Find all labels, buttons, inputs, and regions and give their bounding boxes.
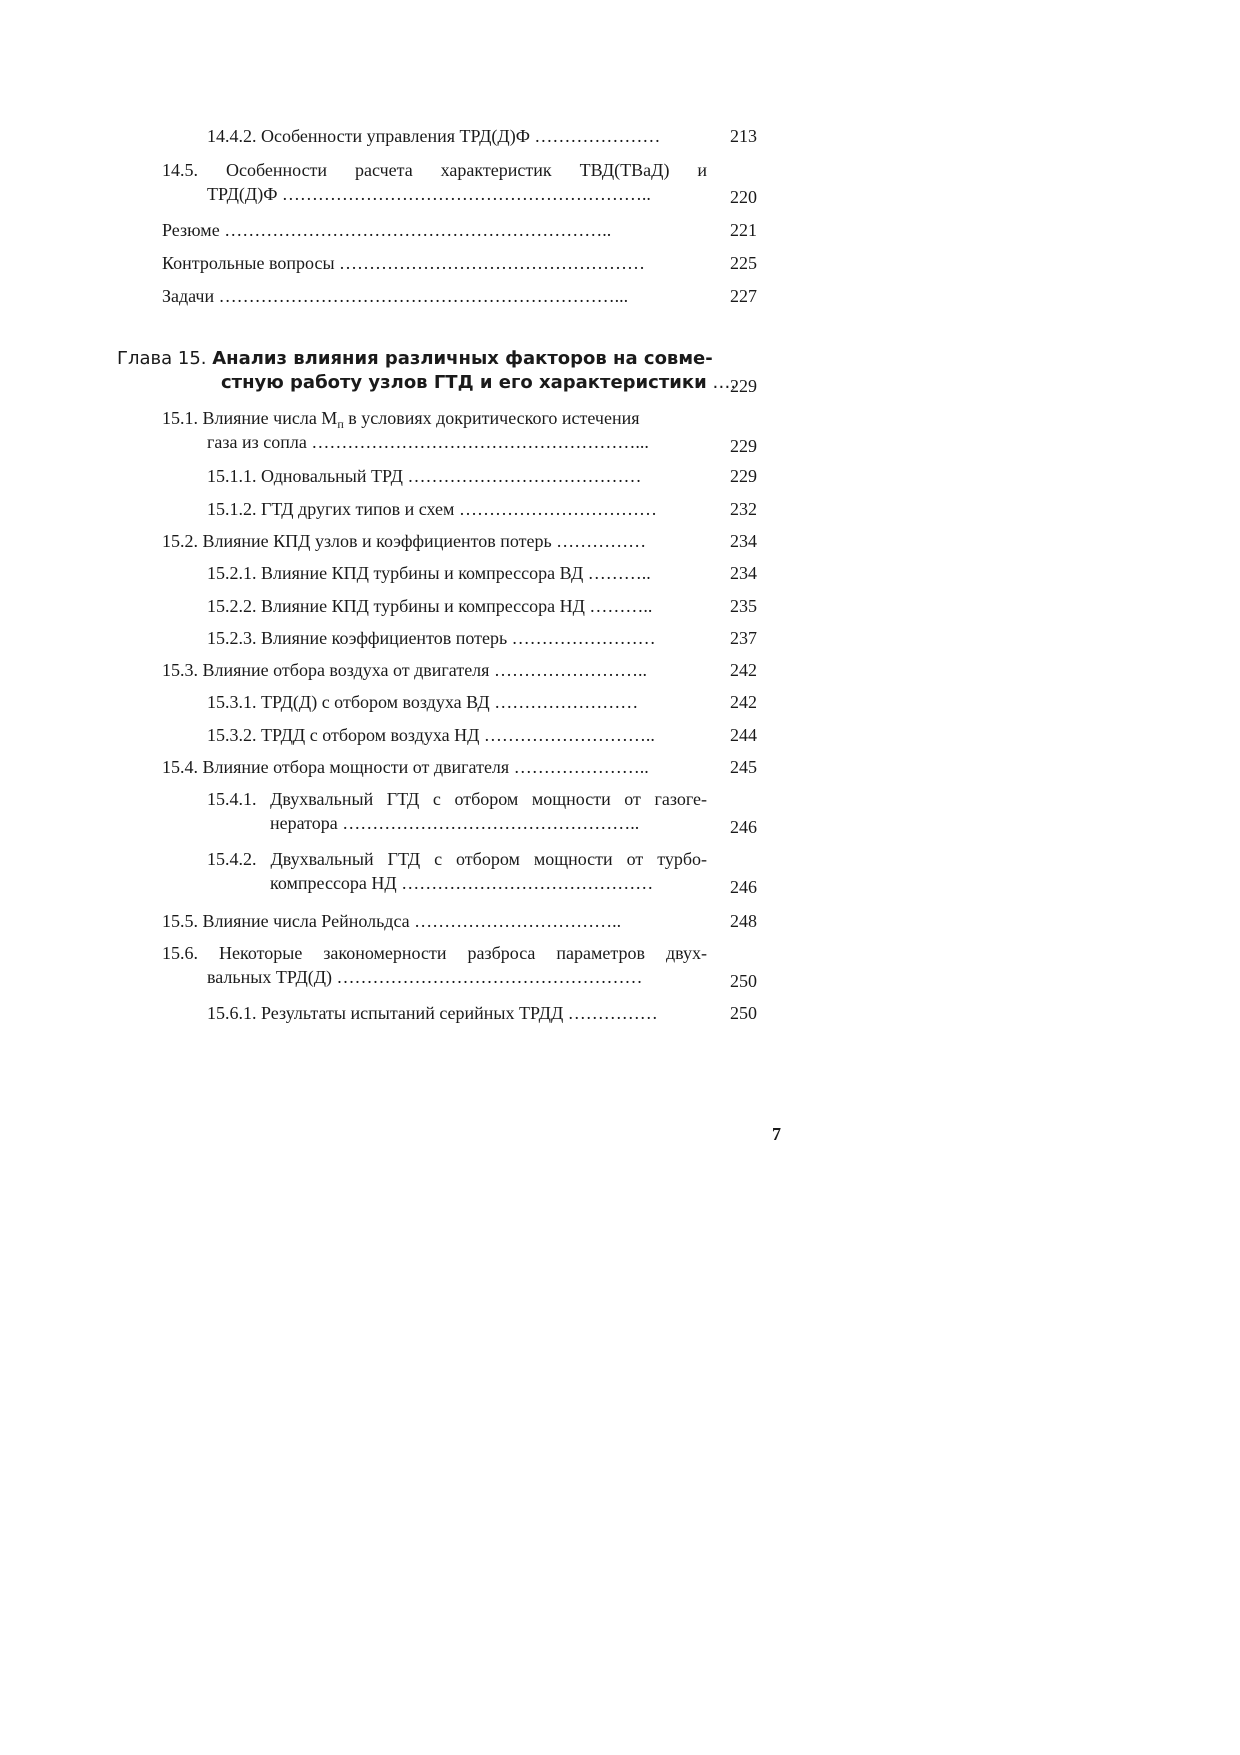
entry-number: 15.1.2.	[207, 499, 257, 519]
toc-entry[interactable]	[207, 464, 641, 488]
entry-number: 15.4.	[162, 757, 198, 777]
toc-entry[interactable]	[162, 909, 621, 933]
dot-leader: ………..	[584, 596, 653, 616]
toc-entry[interactable]	[207, 626, 656, 650]
entry-title: ТРД(Д) с отбором воздуха ВД	[261, 692, 490, 712]
entry-title: вальных ТРД(Д)	[207, 967, 333, 987]
entry-title: Влияние коэффициентов потерь	[261, 628, 508, 648]
toc-entry-continuation	[207, 965, 643, 989]
entry-title: Задачи	[162, 286, 215, 306]
entry-title: Некоторые закономерности разброса параметров двух-	[219, 943, 708, 963]
entry-title: Влияние отбора воздуха от двигателя	[202, 660, 490, 680]
page-number: 221	[730, 220, 757, 240]
entry-title: ТРДД с отбором воздуха НД	[261, 725, 480, 745]
toc-entry[interactable]	[207, 723, 655, 747]
entry-title: Особенности расчета характеристик ТВД(ТВаД) и	[225, 160, 708, 180]
page-number: 229	[730, 436, 757, 456]
page-number: 248	[730, 911, 757, 931]
subscript: п	[337, 417, 344, 431]
entry-number: 15.4.2.	[207, 849, 257, 869]
page-number: 213	[730, 126, 757, 146]
toc-entry[interactable]	[162, 941, 707, 965]
page-number: 235	[730, 596, 757, 616]
dot-leader: ……………………………………………	[334, 253, 646, 273]
toc-entry-continuation	[207, 430, 649, 454]
entry-title: Влияние КПД турбины и компрессора НД	[261, 596, 585, 616]
dot-leader: ……………………………………	[396, 873, 654, 893]
page-number: 242	[730, 660, 757, 680]
toc-entry[interactable]	[207, 847, 707, 871]
chapter-label: Глава 15.	[117, 348, 207, 369]
entry-title: компрессора НД	[270, 873, 397, 893]
dot-leader: ……………………..	[489, 660, 647, 680]
dot-leader: ………………………………………………...	[306, 432, 649, 452]
page-number: 227	[730, 286, 757, 306]
page-number: 246	[730, 877, 757, 897]
entry-number: 15.5.	[162, 911, 198, 931]
entry-title: нератора	[270, 813, 338, 833]
dot-leader: ……………………………	[454, 499, 657, 519]
toc-entry-continuation	[207, 182, 651, 206]
entry-number: 15.3.2.	[207, 725, 257, 745]
toc-entry[interactable]	[162, 218, 611, 242]
entry-number: 15.2.1.	[207, 563, 257, 583]
page-number: 225	[730, 253, 757, 273]
toc-entry[interactable]	[162, 529, 646, 553]
dot-leader: ………………………………………………………..	[219, 220, 612, 240]
page-number: 250	[730, 1003, 757, 1023]
entry-title: Особенности управления ТРД(Д)Ф	[261, 126, 530, 146]
entry-number: 14.5.	[162, 160, 198, 180]
entry-number: 14.4.2.	[207, 126, 257, 146]
entry-title: Влияние отбора мощности от двигателя	[202, 757, 510, 777]
page-number: 229	[730, 376, 757, 396]
entry-number: 15.2.	[162, 531, 198, 551]
dot-leader: ……………………………………………………..	[277, 184, 651, 204]
entry-title: Двухвальный ГТД с отбором мощности от газоге-	[270, 789, 707, 809]
entry-title: Влияние КПД турбины и компрессора ВД	[261, 563, 584, 583]
entry-number: 15.1.	[162, 408, 198, 428]
chapter-title: стную работу узлов ГТД и его характеристики	[221, 372, 707, 393]
toc-entry-continuation	[270, 871, 653, 895]
dot-leader: …………………	[529, 126, 661, 146]
page-number: 220	[730, 187, 757, 207]
dot-leader: ……………………	[489, 692, 639, 712]
entry-number: 15.2.2.	[207, 596, 257, 616]
page-number: 232	[730, 499, 757, 519]
toc-entry[interactable]	[162, 251, 645, 275]
entry-number: 15.6.	[162, 943, 198, 963]
toc-entry[interactable]	[207, 561, 651, 585]
toc-entry[interactable]	[162, 755, 649, 779]
entry-number: 15.6.1.	[207, 1003, 257, 1023]
entry-title: ТРД(Д)Ф	[207, 184, 278, 204]
dot-leader: ……………	[563, 1003, 658, 1023]
entry-number: 15.2.3.	[207, 628, 257, 648]
dot-leader: ………………………..	[479, 725, 655, 745]
entry-title: газа из сопла	[207, 432, 307, 452]
entry-number: 15.4.1.	[207, 789, 257, 809]
page-number: 242	[730, 692, 757, 712]
entry-title: Влияние числа М	[202, 408, 338, 428]
entry-title: Двухвальный ГТД с отбором мощности от турбо-	[270, 849, 707, 869]
entry-number: 15.1.1.	[207, 466, 257, 486]
dot-leader: …………………..	[509, 757, 649, 777]
page-number: 229	[730, 466, 757, 486]
entry-title: Одновальный ТРД	[261, 466, 403, 486]
dot-leader: ……………………	[507, 628, 656, 648]
toc-entry[interactable]	[162, 284, 628, 308]
toc-entry[interactable]	[162, 158, 707, 182]
chapter-heading-continuation	[221, 371, 736, 395]
dot-leader: …………………………………	[402, 466, 642, 486]
toc-entry[interactable]	[207, 497, 657, 521]
entry-title: Контрольные вопросы	[162, 253, 335, 273]
dot-leader: ….	[706, 372, 737, 393]
chapter-heading[interactable]	[117, 347, 713, 371]
page-number: 234	[730, 531, 757, 551]
page-number: 237	[730, 628, 757, 648]
toc-entry[interactable]	[207, 594, 652, 618]
toc-entry[interactable]	[207, 1001, 658, 1025]
page-number: 250	[730, 971, 757, 991]
page-number: 244	[730, 725, 757, 745]
toc-entry-continuation	[270, 811, 639, 835]
chapter-title: Анализ влияния различных факторов на совме-	[212, 348, 713, 369]
dot-leader: …………………………………………..	[337, 813, 640, 833]
page-folio: 7	[772, 1124, 781, 1144]
page-number: 234	[730, 563, 757, 583]
dot-leader: …………………………………………………………...	[214, 286, 629, 306]
entry-title: в условиях докритического истечения	[343, 408, 640, 428]
toc-entry[interactable]	[207, 690, 638, 714]
entry-title: Резюме	[162, 220, 220, 240]
dot-leader: ………..	[583, 563, 651, 583]
page-number: 245	[730, 757, 757, 777]
dot-leader: ……………	[551, 531, 647, 551]
entry-title: ГТД других типов и схем	[261, 499, 455, 519]
toc-entry[interactable]	[162, 658, 647, 682]
entry-number: 15.3.	[162, 660, 198, 680]
entry-title: Результаты испытаний серийных ТРДД	[261, 1003, 564, 1023]
toc-entry[interactable]	[207, 787, 707, 811]
toc-entry[interactable]	[207, 124, 707, 148]
entry-title: Влияние числа Рейнольдса	[202, 911, 410, 931]
page-number: 246	[730, 817, 757, 837]
dot-leader: ……………………………..	[409, 911, 622, 931]
entry-title: Влияние КПД узлов и коэффициентов потерь	[202, 531, 552, 551]
dot-leader: ……………………………………………	[332, 967, 643, 987]
entry-number: 15.3.1.	[207, 692, 257, 712]
